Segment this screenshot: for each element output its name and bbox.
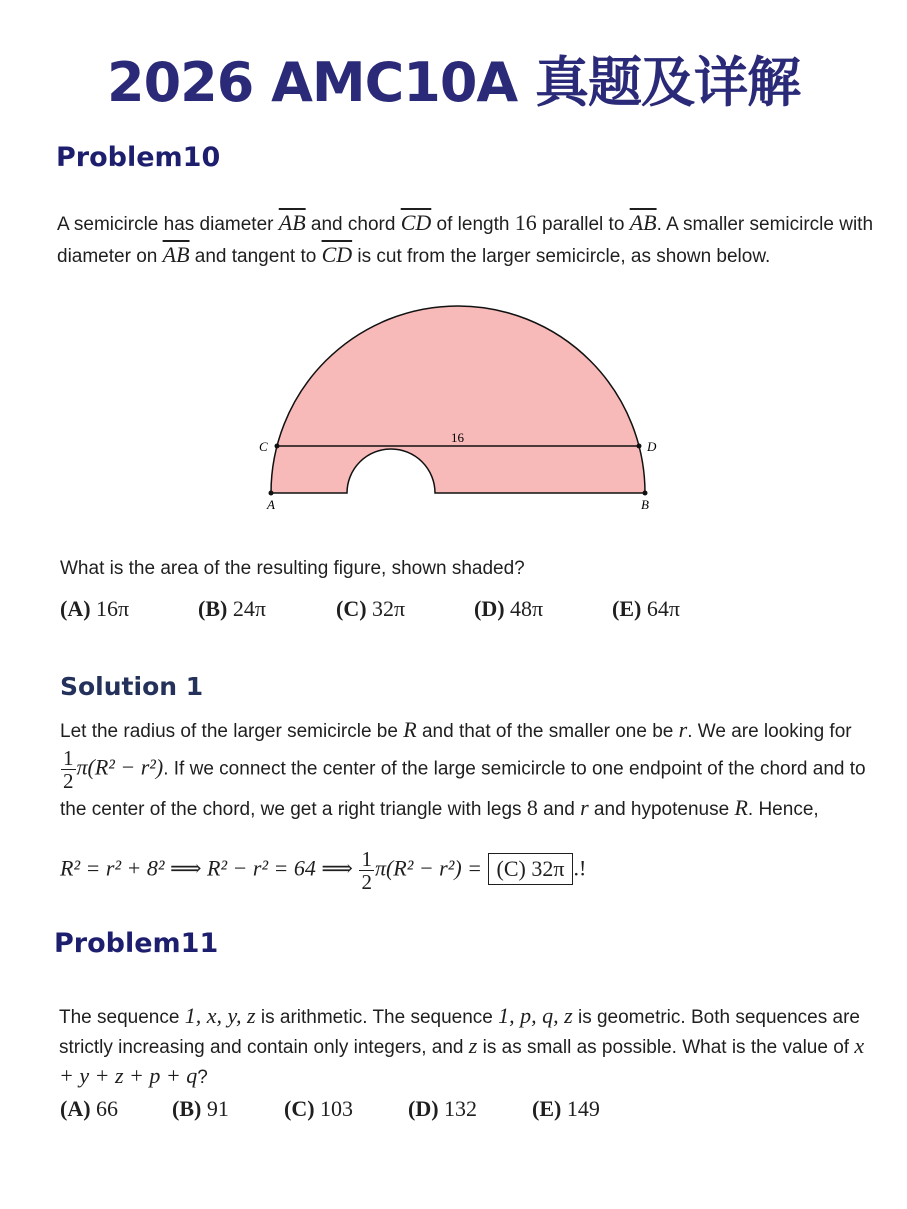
choice-a: (A) 16π bbox=[60, 596, 130, 621]
problem10-choices bbox=[60, 596, 750, 622]
choice-e: (E) 149 bbox=[532, 1096, 600, 1121]
choice-a: (A) 66 bbox=[60, 1096, 119, 1121]
problem10-question: What is the area of the resulting figure, shown shaded? bbox=[60, 558, 525, 579]
shaded-region bbox=[271, 306, 645, 493]
label-c: C bbox=[259, 439, 268, 454]
fraction-half-eq: $\frac{1}{2}$ bbox=[361, 847, 372, 894]
page-title: 2026 AMC10A 真题及详解 bbox=[107, 51, 800, 114]
choice-b: (B) 91 bbox=[172, 1096, 229, 1121]
boxed-answer: (C) 32π bbox=[488, 853, 574, 885]
choice-e: (E) 64π bbox=[612, 596, 680, 621]
point-b bbox=[643, 491, 648, 496]
choice-c: (C) 32π bbox=[336, 596, 406, 621]
problem10-heading: Problem10 bbox=[56, 142, 221, 173]
fraction-half: $\frac{1}{2}$ bbox=[63, 746, 74, 793]
problem10-text: A semicircle has diameter $\overline{AB}$ and chord $\overline{CD}$ of length 16 parallel to $\overline{AB}$. A smaller semicircle with diameter on $\overline{AB}$ and tangent to $\overline{CD}$ is cut from the larger semicircle, as shown below. bbox=[57, 210, 874, 267]
problem11-text: The sequence 1, x, y, z is arithmetic. The sequence 1, p, q, z is geometric. Both sequences are strictly increasing and contain only integers, and z is as small as possible. What is the value of x + y + z + p + q? bbox=[59, 1003, 865, 1088]
solution1-text: Let the radius of the larger semicircle be R and that of the smaller one be r. We are looking for $\frac{1}{2}$ π(R² − r²). If we connect the center of the large semicircle to one endpoint of the chord and to the center of the chord, we get a right triangle with legs 8 and r and hypotenuse R. Hence, bbox=[60, 717, 866, 820]
point-c bbox=[275, 444, 280, 449]
problem11-choices bbox=[60, 1096, 644, 1122]
label-b: B bbox=[641, 497, 649, 512]
choice-b: (B) 24π bbox=[198, 596, 266, 621]
point-a bbox=[269, 491, 274, 496]
chord-length-label: 16 bbox=[451, 430, 464, 445]
problem11-heading: Problem11 bbox=[54, 928, 219, 959]
label-d: D bbox=[647, 439, 657, 454]
choice-c: (C) 103 bbox=[284, 1096, 354, 1121]
semicircle-figure bbox=[250, 296, 670, 521]
label-a: A bbox=[267, 497, 275, 512]
choice-d: (D) 48π bbox=[474, 596, 544, 621]
choice-d: (D) 132 bbox=[408, 1096, 478, 1121]
point-d bbox=[637, 444, 642, 449]
solution1-equation: R² = r² + 8² ⟹ R² − r² = 64 ⟹ $\frac{1}{2}$ π(R² − r²) = (C) 32π .! bbox=[60, 847, 587, 894]
solution1-heading: Solution 1 bbox=[60, 672, 204, 701]
